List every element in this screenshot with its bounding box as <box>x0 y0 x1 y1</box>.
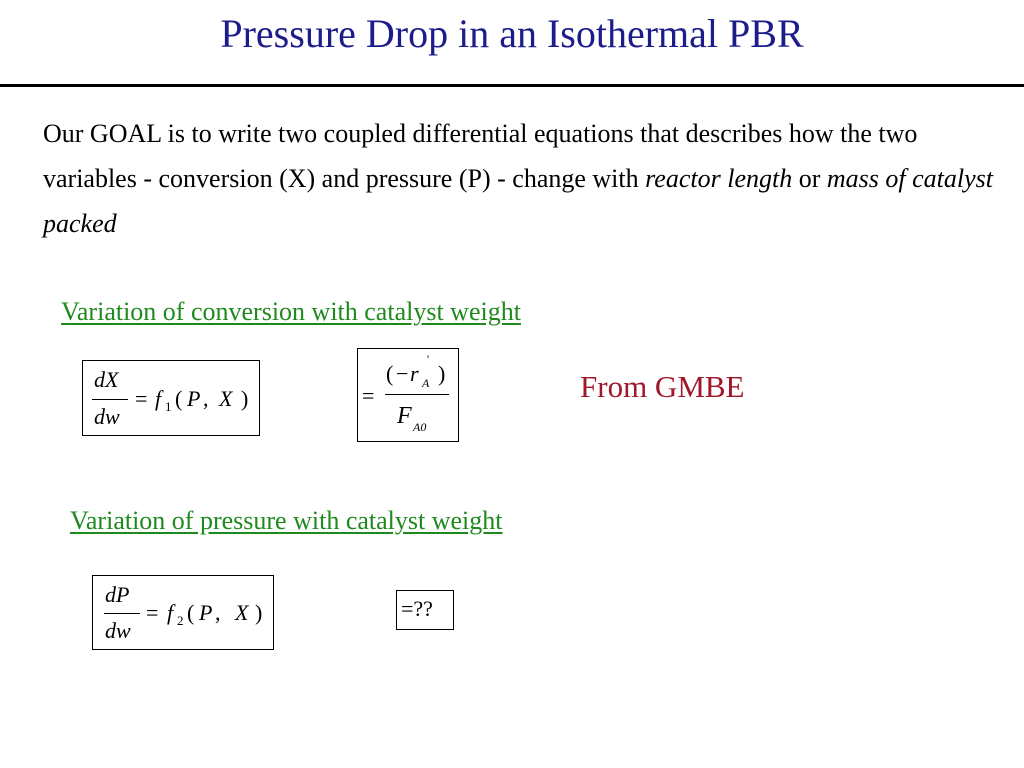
fraction-bar <box>92 399 128 400</box>
function-subscript: 2 <box>177 613 184 628</box>
left-paren: ( <box>175 386 183 411</box>
conversion-numerator: dX <box>94 367 119 392</box>
goal-text-1: Our GOAL is to write two coupled differential equations that describes how the two variables - conversion (X) and pressure (P) - change with <box>43 119 918 193</box>
right-paren: ) <box>241 386 249 411</box>
fraction-bar <box>104 613 140 614</box>
left-paren: ( <box>187 600 195 625</box>
rate-subscript: A <box>422 376 430 390</box>
feed-flow-f: F <box>397 403 412 429</box>
unknown-equation-box <box>396 590 454 630</box>
rate-equation-box <box>357 348 459 442</box>
comma: , <box>203 386 209 411</box>
equals-sign: = <box>146 600 159 625</box>
pressure-numerator: dP <box>105 582 130 607</box>
variable-x: X <box>219 386 233 411</box>
equals-sign: = <box>135 386 148 411</box>
slide-title: Pressure Drop in an Isothermal PBR <box>220 11 804 56</box>
conversion-heading: Variation of conversion with catalyst weight <box>61 297 521 326</box>
variable-p: P <box>199 600 213 625</box>
fraction-bar <box>385 394 449 395</box>
minus-sign: − <box>396 361 409 386</box>
function-subscript: 1 <box>165 399 172 414</box>
from-gmbe-note: From GMBE <box>580 369 745 404</box>
goal-paragraph <box>43 111 1003 246</box>
function-f: f <box>167 600 174 625</box>
right-paren: ) <box>255 600 263 625</box>
comma: , <box>215 600 221 625</box>
variable-x: X <box>235 600 249 625</box>
feed-flow-subscript: A0 <box>413 420 427 434</box>
conversion-equation-box <box>82 360 260 436</box>
rate-r: r <box>410 361 419 386</box>
variable-p: P <box>187 386 201 411</box>
title-divider <box>0 84 1024 87</box>
prime-mark: ' <box>427 352 430 366</box>
unknown-expression: =?? <box>401 596 433 621</box>
pressure-denominator: dw <box>105 618 131 643</box>
goal-emphasis-reactor-length: reactor length <box>645 164 793 193</box>
goal-emphasis-catalyst-mass: mass of catalyst packed <box>43 164 993 238</box>
left-paren: ( <box>386 361 394 386</box>
conversion-denominator: dw <box>94 404 120 429</box>
right-paren: ) <box>438 361 446 386</box>
pressure-equation-box <box>92 575 274 650</box>
function-f: f <box>155 386 162 411</box>
pressure-heading: Variation of pressure with catalyst weight <box>70 506 503 535</box>
goal-text-2: or <box>792 164 827 193</box>
equals-sign: = <box>362 383 375 408</box>
